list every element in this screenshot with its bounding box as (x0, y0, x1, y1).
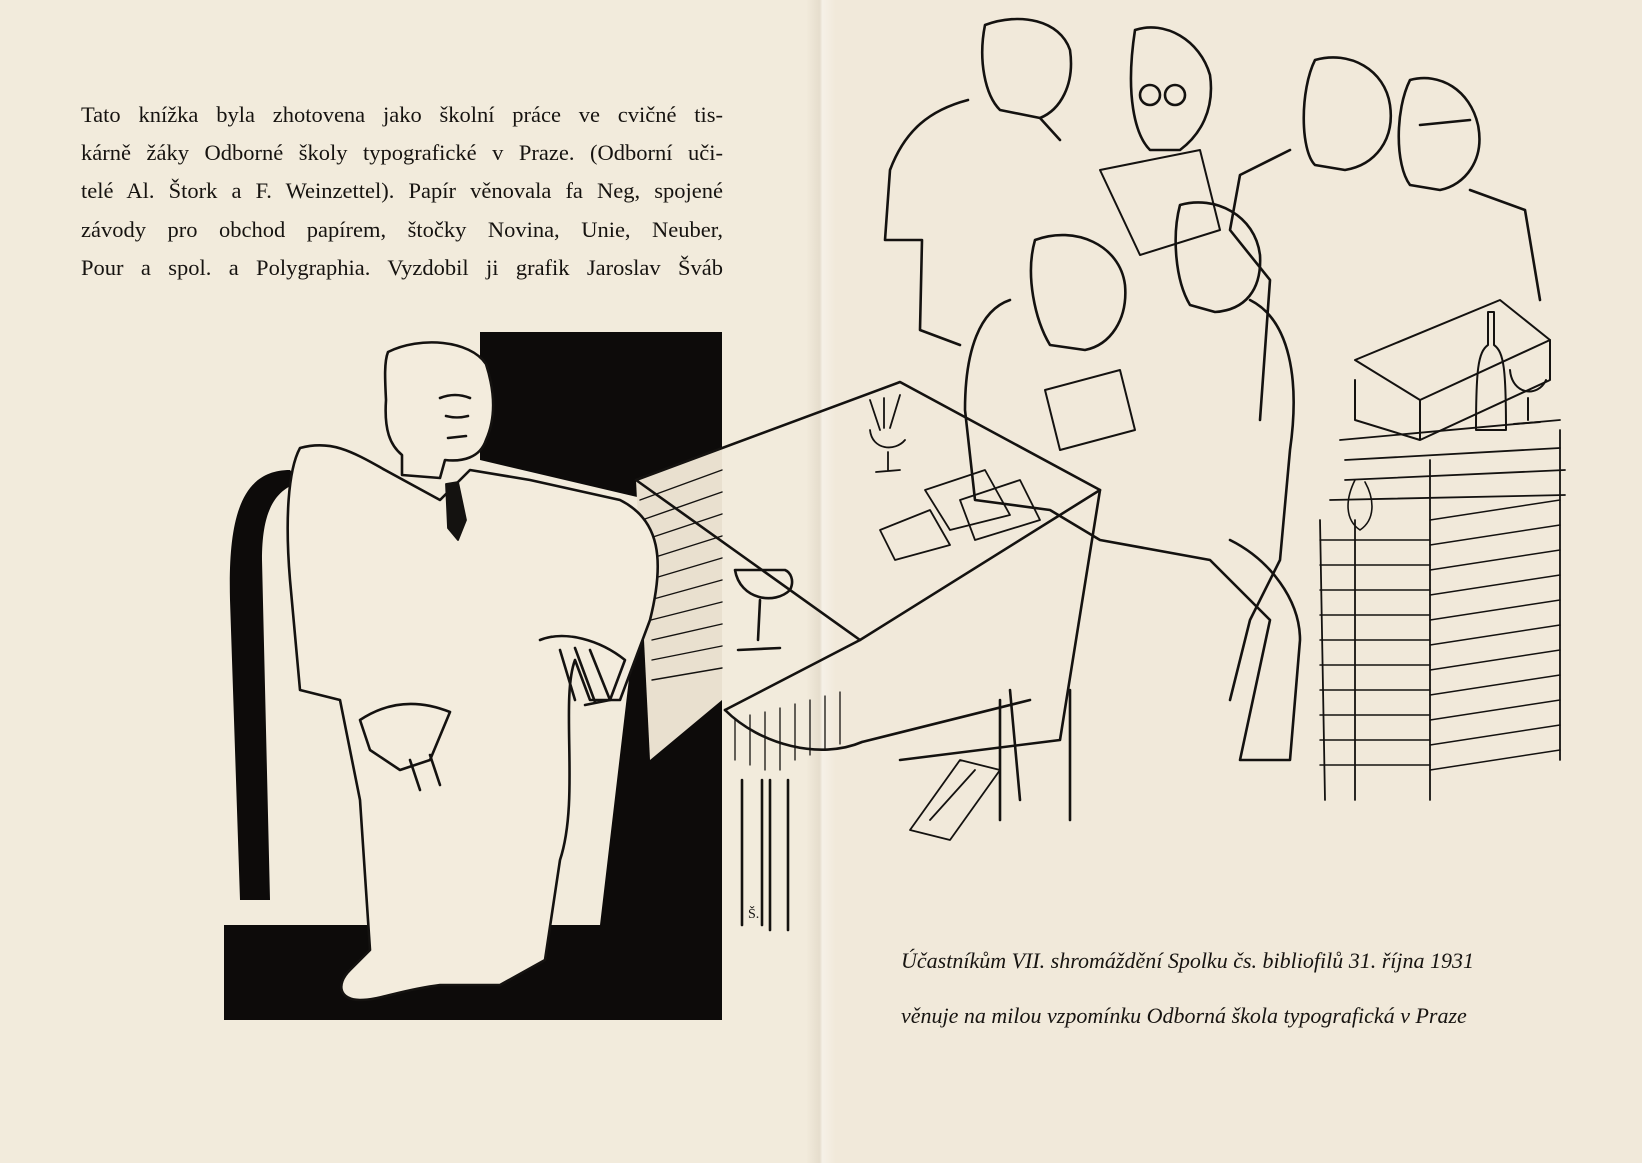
colophon-line: Pour a spol. a Polygraphia. Vyzdobil ji grafik Jaroslav Šváb (81, 254, 723, 280)
colophon-line: Tato knížka byla zhotovena jako školní práce ve cvičné tis- (81, 102, 723, 127)
dedication-line-2: věnuje na milou vzpomínku Odborná škola typografická v Praze (901, 1003, 1467, 1028)
colophon-line: telé Al. Štork a F. Weinzettel). Papír věnovala fa Neg, spojené (81, 178, 723, 204)
colophon-line: závody pro obchod papírem, štočky Novina, Unie, Neuber, (81, 216, 723, 242)
dedication-line-1: Účastníkům VII. shromáždění Spolku čs. bibliofilů 31. října 1931 (901, 948, 1474, 973)
colophon-line: kárně žáky Odborné školy typografické v Praze. (Odborní uči- (81, 140, 723, 166)
wine-glass (735, 570, 792, 650)
artist-signature: Š. (748, 907, 760, 922)
book-stack (1320, 300, 1565, 800)
